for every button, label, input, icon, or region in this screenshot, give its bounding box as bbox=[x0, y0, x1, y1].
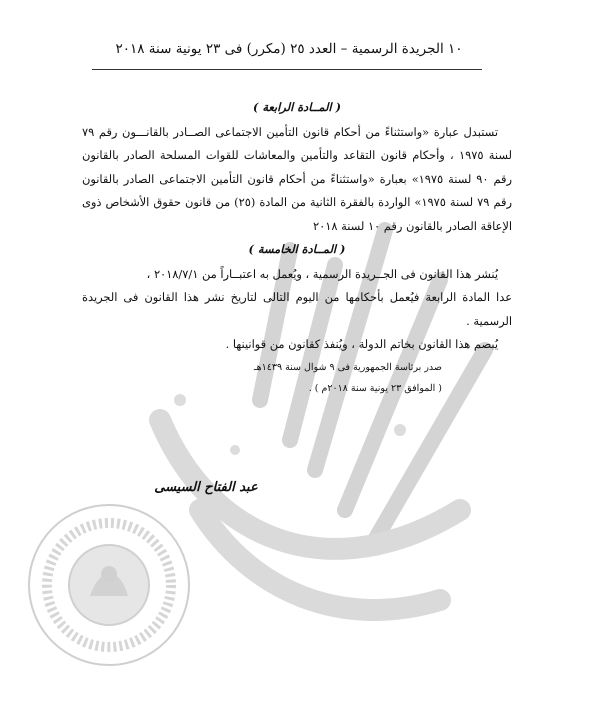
state-seal-watermark bbox=[20, 496, 198, 674]
page-header: ١٠ الجريدة الرسمية – العدد ٢٥ (مكرر) فى ٢٣ يونية سنة ٢٠١٨ bbox=[115, 41, 463, 57]
article-5-title: ( المــادة الخامسة ) bbox=[248, 242, 346, 256]
header-divider bbox=[92, 69, 482, 70]
document-body bbox=[82, 96, 512, 399]
signature: عبد الفتاح السيسى bbox=[154, 480, 258, 495]
article-5-line-2: عدا المادة الرابعة فيُعمل بأحكامها من اليوم التالى لتاريخ نشر هذا القانون فى الجريدة الرسمية . bbox=[82, 290, 512, 328]
issued-line-2: ( الموافق ٢٣ يونية سنة ٢٠١٨م ) . bbox=[308, 382, 442, 394]
article-5-line-1: يُنشر هذا القانون فى الجــريدة الرسمية ، ويُعمل به اعتبــاراً من ٢٠١٨/٧/١ ، bbox=[146, 266, 498, 281]
issued-line-1: صدر برئاسة الجمهورية فى ٩ شوال سنة ١٤٣٩هـ bbox=[253, 361, 442, 373]
article-4-title: ( المــادة الرابعة ) bbox=[253, 100, 341, 114]
article-4-text: تستبدل عبارة «واستثناءً من أحكام قانون التأمين الاجتماعى الصــادر بالقانـــون رقم ٧٩ لسنة ١٩٧٥ ، وأحكام قانون التقاعد والتأمين والمعاشات للقوات المسلحة الصادر بالقانون رقم ٩٠ لسنة ١٩٧٥» بعبارة «واستثناءً من أحكام قانون التأمين الاجتماعى الصادر بالقانون رقم ٧٩ لسنة ١٩٧٥» الواردة بالفقرة الثانية من المادة (٢٥) من قانون حقوق الأشخاص ذوى الإعاقة الصادر بالقانون رقم ١٠ لسنة ٢٠١٨ bbox=[82, 124, 513, 233]
article-5-line-3: يُبصم هذا القانون بخاتم الدولة ، ويُنفذ كقانون من قوانينها . bbox=[225, 337, 498, 351]
